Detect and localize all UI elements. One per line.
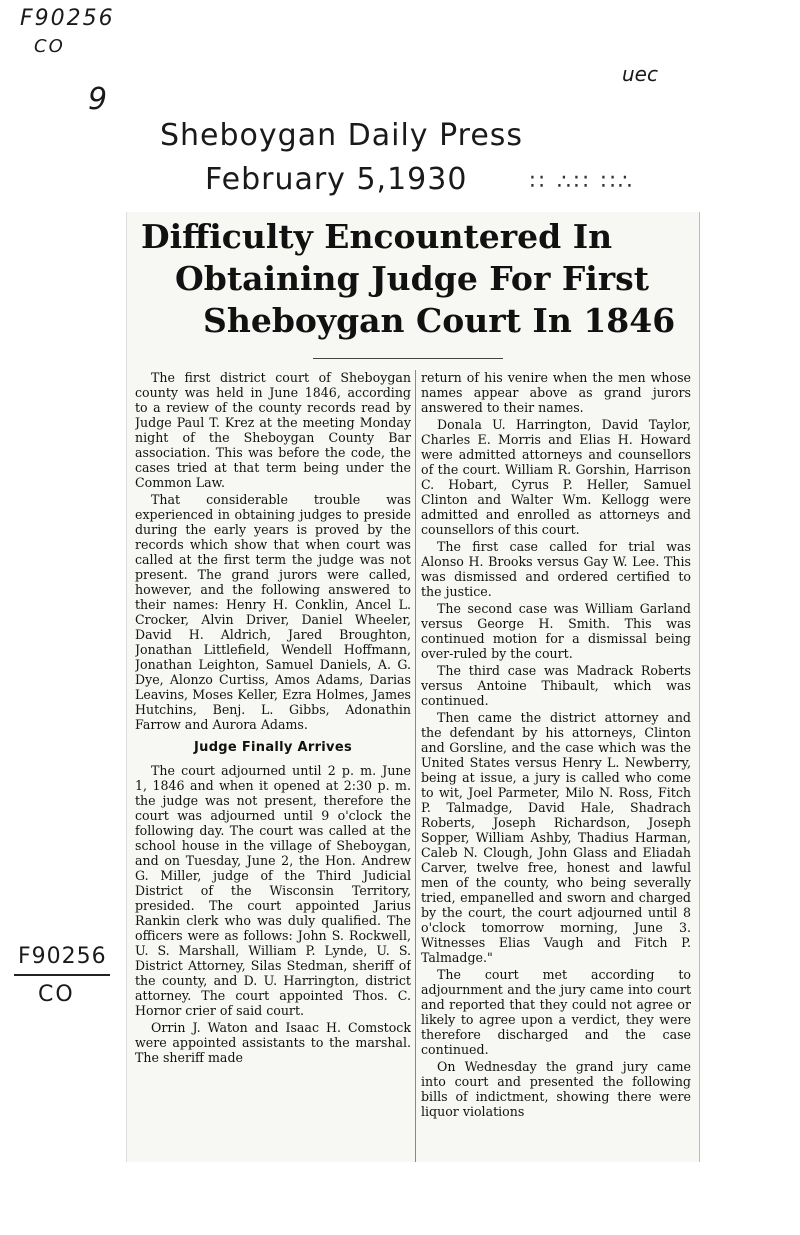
paragraph: The first district court of Sheboygan county was held in June 1846, according to a review of the county records read by Judge Paul T. Krez at the meeting Monday night of the Sheboygan County Bar association. This was before the code, the cases tried at that term being under the Common Law. [135,370,411,490]
headline-line-2: Obtaining Judge For First [175,259,649,298]
newspaper-clipping [126,212,700,1162]
paragraph: The second case was William Garland versus George H. Smith. This was continued motion for a dismissal being over-ruled by the court. [421,601,691,661]
headline-line-3: Sheboygan Court In 1846 [203,301,676,340]
article-column-left [135,370,411,1162]
headline-line-1: Difficulty Encountered In [141,217,613,256]
source-date: February 5,1930 [205,162,468,197]
paragraph: That considerable trouble was experienced in obtaining judges to preside during the early years is proved by the records which show that when court was called at the first term the judge was not present. The grand jurors were called, however, and the following answered to their names: Henry H. Conklin, Ancel L. Crocker, Alvin Driver, Daniel Wheeler, David H. Aldrich, Jared Broughton, Jonathan Littlefield, Wendell Hoffmann, Jonathan Leighton, Samuel Daniels, A. G. Dye, Alonzo Curtiss, Amos Adams, Darias Leavins, Moses Keller, Ezra Holmes, James Hutchins, Benj. L. Gibbs, Adonathin Farrow and Aurora Adams. [135,492,411,732]
page-number: 9 [88,82,108,117]
side-code-rule [14,974,110,976]
column-divider [415,370,416,1162]
subheading: Judge Finally Arrives [194,740,352,755]
article-column-right [421,370,691,1162]
archive-code-top: F90256 [20,6,115,31]
source-newspaper: Sheboygan Daily Press [160,118,524,153]
paragraph: Then came the district attorney and the defendant by his attorneys, Clinton and Gorsline, and the case which was the United States versus Henry L. Newberry, being at issue, a jury is called who come to wit, Joel Parmeter, Milo N. Ross, Fitch P. Talmadge, David Hale, Shadrach Roberts, Joseph Richardson, Joseph Sopper, William Ashby, Thadius Harman, Caleb N. Clough, John Glass and Eliadah Carver, twelve free, honest and lawful men of the county, who being severally tried, empanelled and sworn and charged by the court, the court adjourned until 8 o'clock tomorrow morning, June 3. Witnesses Elias Vaugh and Fitch P. Talmadge." [421,710,691,965]
paragraph: The first case called for trial was Alonso H. Brooks versus Gay W. Lee. This was dismissed and ordered certified to the justice. [421,539,691,599]
paragraph: On Wednesday the grand jury came into court and presented the following bills of indictment, showing there were liquor violations [421,1059,691,1119]
paragraph: The third case was Madrack Roberts versus Antoine Thibault, which was continued. [421,663,691,708]
paragraph: The court met according to adjournment and the jury came into court and reported that they could not agree or likely to agree upon a verdict, they were therefore discharged and the case continued. [421,967,691,1057]
dotted-marks: ∷ ∴∷ ∷∴ [530,170,635,195]
paragraph: The court adjourned until 2 p. m. June 1, 1846 and when it opened at 2:30 p. m. the judge was not present, therefore the court was adjourned until 9 o'clock the following day. The court was called at the school house in the village of Sheboygan, and on Tuesday, June 2, the Hon. Andrew G. Miller, judge of the Third Judicial District of the Wisconsin Territory, presided. The court appointed Jarius Rankin clerk who was duly qualified. The officers were as follows: John S. Rockwell, U. S. Marshall, William P. Lynde, U. S. District Attorney, Silas Stedman, sheriff of the county, and D. U. Harrington, district attorney. The court appointed Thos. C. Hornor crier of said court. [135,763,411,1018]
paragraph: return of his venire when the men whose names appear above as grand jurors answered to their names. [421,370,691,415]
archive-code-side-sub: CO [38,982,75,1007]
archive-code-top-sub: CO [34,36,65,57]
paragraph: Donala U. Harrington, David Taylor, Charles E. Morris and Elias H. Howard were admitted attorneys and counsellors of the court. William R. Gorshin, Harrison C. Hobart, Cyrus P. Heller, Samuel Clinton and Walter Wm. Kellogg were admitted and enrolled as attorneys and counsellors of this court. [421,417,691,537]
archive-code-side: F90256 [18,944,107,969]
corner-mark: uec [622,62,658,86]
headline-rule [313,358,503,359]
paragraph: Orrin J. Waton and Isaac H. Comstock were appointed assistants to the marshal. The sheriff made [135,1020,411,1065]
